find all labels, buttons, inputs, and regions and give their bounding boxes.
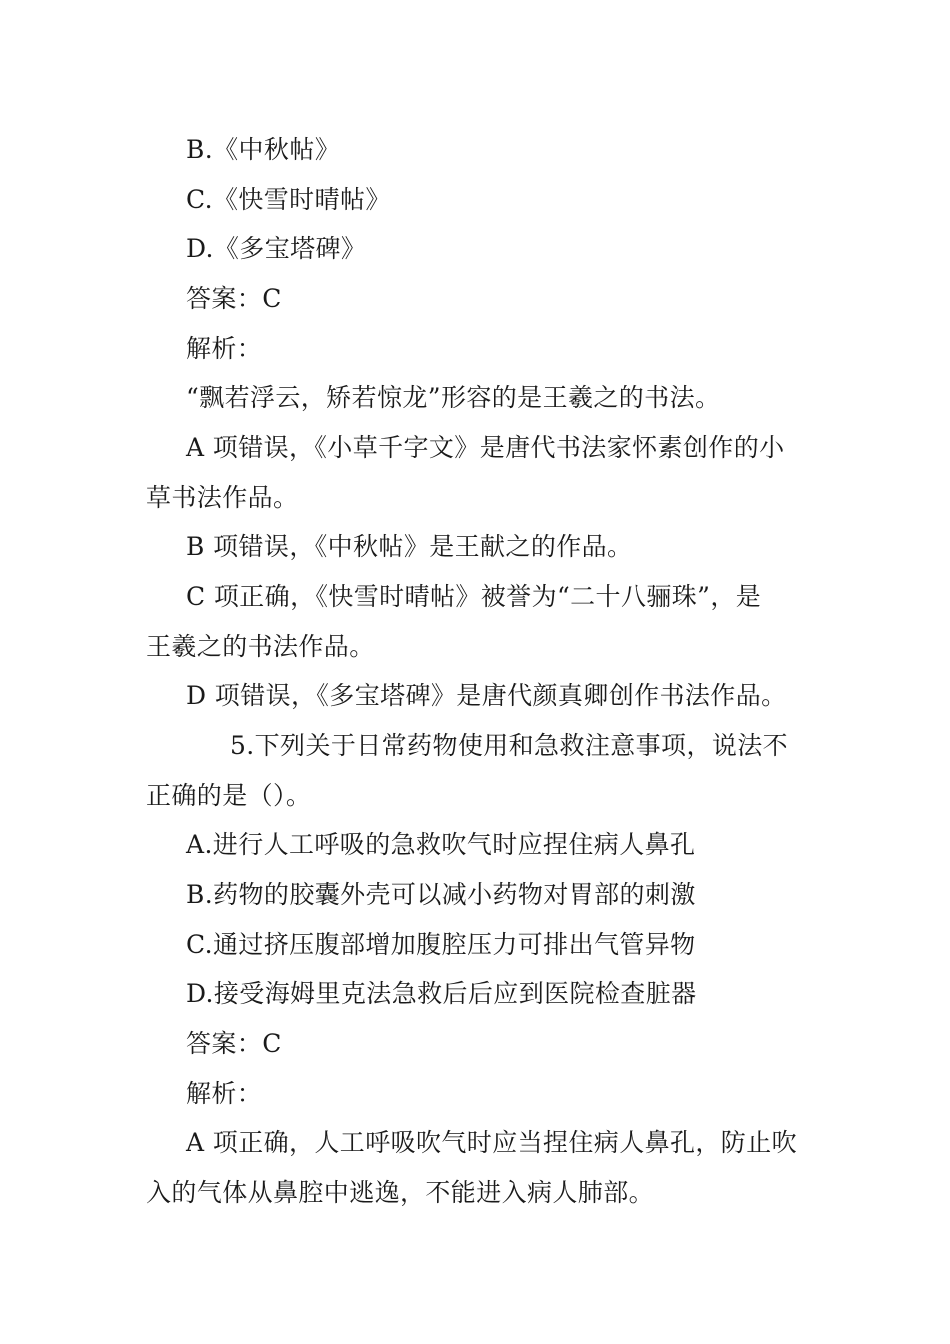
q5-option-b: B.药物的胶囊外壳可以减小药物对胃部的刺激: [186, 880, 696, 909]
q4-analysis-b: B 项错误，《中秋帖》是王献之的作品。: [186, 532, 633, 561]
q5-option-a: A.进行人工呼吸的急救吹气时应捏住病人鼻孔: [186, 830, 696, 859]
q5-analysis-label: 解析：: [186, 1079, 263, 1108]
q4-option-b: B.《中秋帖》: [186, 135, 341, 164]
q4-answer: 答案：C: [186, 284, 282, 313]
q4-analysis-d: D 项错误，《多宝塔碑》是唐代颜真卿创作书法作品。: [186, 681, 787, 710]
q4-analysis-a-line1: A 项错误，《小草千字文》是唐代书法家怀素创作的小: [186, 433, 785, 462]
q5-option-c: C.通过挤压腹部增加腹腔压力可排出气管异物: [186, 930, 696, 959]
q4-option-d: D.《多宝塔碑》: [186, 234, 367, 263]
q4-analysis-c-line1: C 项正确，《快雪时晴帖》被誉为“二十八骊珠”，是: [186, 582, 762, 611]
q4-analysis-c-line2: 王羲之的书法作品。: [146, 632, 375, 661]
q5-answer: 答案：C: [186, 1029, 282, 1058]
q5-analysis-a-line2: 入的气体从鼻腔中逃逸，不能进入病人肺部。: [146, 1178, 655, 1207]
q4-analysis-a-line2: 草书法作品。: [146, 483, 299, 512]
q5-option-d: D.接受海姆里克法急救后后应到医院检查脏器: [186, 979, 697, 1008]
q5-analysis-a-line1: A 项正确，人工呼吸吹气时应当捏住病人鼻孔，防止吹: [186, 1128, 798, 1157]
q5-stem-line2: 正确的是（）。: [146, 781, 312, 810]
q4-analysis-label: 解析：: [186, 334, 263, 363]
q4-option-c: C.《快雪时晴帖》: [186, 185, 391, 214]
q5-stem-line1: 5.下列关于日常药物使用和急救注意事项，说法不: [230, 731, 789, 760]
q4-analysis-intro: “飘若浮云，矫若惊龙”形容的是王羲之的书法。: [186, 383, 721, 412]
